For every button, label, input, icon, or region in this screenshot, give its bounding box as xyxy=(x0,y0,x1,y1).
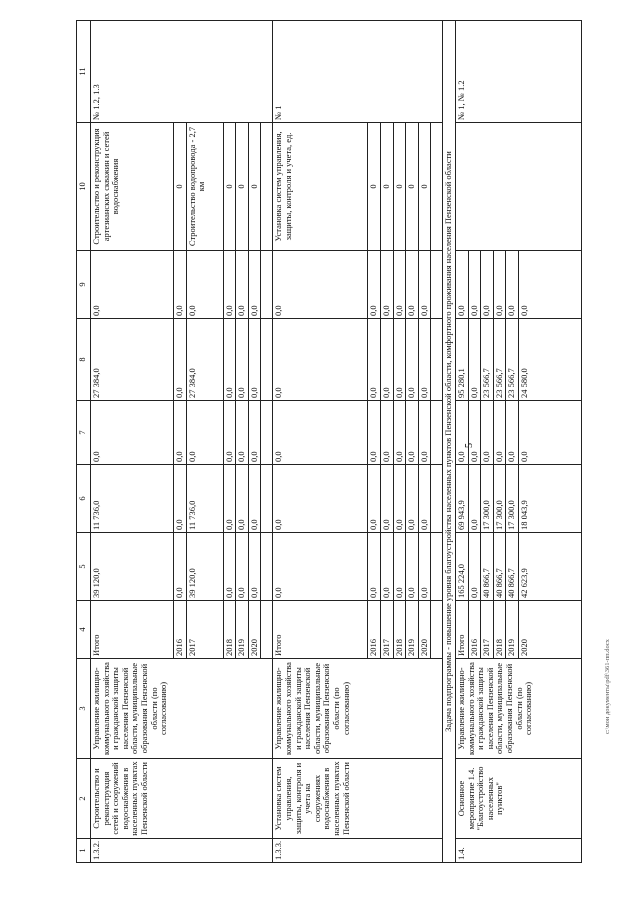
amount-cell: 0,0 xyxy=(223,465,236,533)
amount-cell: 165 224,0 xyxy=(455,533,468,601)
amount-cell: 0,0 xyxy=(406,465,419,533)
amount-cell: 11 736,0 xyxy=(91,465,174,533)
amount-cell: 0,0 xyxy=(186,251,223,319)
col-num-4: 4 xyxy=(77,601,91,659)
amount-cell: 0,0 xyxy=(506,401,519,465)
measure-title: Основное мероприятие 1.4. "Благоустройство населенных пунктов" xyxy=(455,759,581,839)
table-row-1-3-2-total xyxy=(91,21,174,863)
year-cell: 2018 xyxy=(223,601,236,659)
indicator-cell: 0 xyxy=(236,123,249,251)
indicator-cell: Установка систем управления, защиты, контроля и учета, ед. xyxy=(273,123,368,251)
amount-cell: 0,0 xyxy=(248,251,261,319)
amount-cell: 0,0 xyxy=(518,251,581,319)
year-cell: 2020 xyxy=(418,601,431,659)
year-cell: 2017 xyxy=(481,601,494,659)
amount-cell: 0,0 xyxy=(493,251,506,319)
amount-cell: 0,0 xyxy=(506,251,519,319)
amount-cell: 0,0 xyxy=(518,401,581,465)
column-number-row xyxy=(77,21,91,863)
indicator-cell: 0 xyxy=(368,123,381,251)
year-cell: 2020 xyxy=(518,601,581,659)
program-measures-table xyxy=(76,20,582,863)
amount-cell: 40 866,7 xyxy=(481,533,494,601)
indicator-cell: 0 xyxy=(418,123,431,251)
amount-cell: 0,0 xyxy=(493,401,506,465)
col-num-8: 8 xyxy=(77,319,91,401)
amount-cell: 27 384,0 xyxy=(91,319,174,401)
amount-cell: 23 566,7 xyxy=(481,319,494,401)
indicator-cell: Строительство и реконструкция артезианских скважин и сетей водоснабжения xyxy=(91,123,174,251)
total-label: Итого xyxy=(273,601,368,659)
year-cell: 2019 xyxy=(406,601,419,659)
col-num-6: 6 xyxy=(77,465,91,533)
amount-cell: 0,0 xyxy=(406,401,419,465)
col-num-11: 11 xyxy=(77,21,91,123)
amount-cell: 0,0 xyxy=(468,465,481,533)
amount-cell: 0,0 xyxy=(468,251,481,319)
col-num-7: 7 xyxy=(77,401,91,465)
amount-cell: 0,0 xyxy=(174,401,187,465)
table-row-1-4-total xyxy=(455,21,468,863)
year-cell: 2017 xyxy=(186,601,223,659)
subprogram-task-row xyxy=(443,21,456,863)
amount-cell: 39 120,0 xyxy=(91,533,174,601)
col-num-1: 1 xyxy=(77,839,91,863)
amount-cell: 40 866,7 xyxy=(506,533,519,601)
year-cell: 2016 xyxy=(174,601,187,659)
file-path-footer: c:\мои документы\pdf\361-пп.docx xyxy=(604,639,611,734)
amount-cell: 11 736,0 xyxy=(186,465,223,533)
executor-cell: Управление жилищно-коммунального хозяйства и гражданской защиты населения Пензенской области, муниципальные образования Пензенской области (по согласованию) xyxy=(455,659,581,759)
amount-cell: 27 384,0 xyxy=(186,319,223,401)
amount-cell: 39 120,0 xyxy=(186,533,223,601)
amount-cell: 0,0 xyxy=(418,465,431,533)
year-cell: 2020 xyxy=(248,601,261,659)
year-cell: 2019 xyxy=(506,601,519,659)
amount-cell: 0,0 xyxy=(468,319,481,401)
amount-cell: 0,0 xyxy=(380,465,393,533)
amount-cell: 0,0 xyxy=(236,319,249,401)
amount-cell: 0,0 xyxy=(406,533,419,601)
measure-title: Строительство и реконструкция сетей и сооружений водоснабжения в населенных пунктах Пензенской области xyxy=(91,759,273,839)
amount-cell: 0,0 xyxy=(223,533,236,601)
amount-cell: 69 943,9 xyxy=(455,465,468,533)
indicator-cell: 0 xyxy=(393,123,406,251)
amount-cell: 18 043,9 xyxy=(518,465,581,533)
year-cell: 2016 xyxy=(468,601,481,659)
total-label: Итого xyxy=(91,601,174,659)
amount-cell: 0,0 xyxy=(481,401,494,465)
amount-cell: 0,0 xyxy=(223,401,236,465)
amount-cell: 0,0 xyxy=(455,251,468,319)
amount-cell: 0,0 xyxy=(273,533,368,601)
amount-cell: 0,0 xyxy=(368,319,381,401)
amount-cell: 0,0 xyxy=(368,251,381,319)
amount-cell: 0,0 xyxy=(368,533,381,601)
amount-cell: 0,0 xyxy=(406,319,419,401)
amount-cell: 0,0 xyxy=(393,465,406,533)
amount-cell: 0,0 xyxy=(174,465,187,533)
indicator-cell: 0 xyxy=(248,123,261,251)
indicator-cell xyxy=(455,123,581,251)
col-num-9: 9 xyxy=(77,251,91,319)
amount-cell: 0,0 xyxy=(418,533,431,601)
total-label: Итого xyxy=(455,601,468,659)
executor-cell: Управление жилищно-коммунального хозяйства и гражданской защиты населения Пензенской области, муниципальные образования Пензенской области (по согласованию) xyxy=(273,659,443,759)
amount-cell: 24 580,0 xyxy=(518,319,581,401)
col-num-3: 3 xyxy=(77,659,91,759)
amount-cell: 0,0 xyxy=(236,401,249,465)
amount-cell: 0,0 xyxy=(91,251,174,319)
amount-cell: 40 866,7 xyxy=(493,533,506,601)
amount-cell: 0,0 xyxy=(380,533,393,601)
amount-cell: 0,0 xyxy=(236,465,249,533)
amount-cell: 0,0 xyxy=(248,533,261,601)
amount-cell: 0,0 xyxy=(186,401,223,465)
amount-cell: 0,0 xyxy=(393,401,406,465)
amount-cell: 42 623,9 xyxy=(518,533,581,601)
indicator-cell: 0 xyxy=(174,123,187,251)
amount-cell: 95 280,1 xyxy=(455,319,468,401)
amount-cell: 0,0 xyxy=(273,401,368,465)
amount-cell: 0,0 xyxy=(273,251,368,319)
year-cell: 2019 xyxy=(236,601,249,659)
amount-cell: 0,0 xyxy=(91,401,174,465)
subprogram-task: Задача подпрограммы - повышение уровня благоустройства населенных пунктов Пензенской области, комфортного проживания населения Пензенской области xyxy=(443,21,456,863)
amount-cell: 0,0 xyxy=(468,401,481,465)
amount-cell: 0,0 xyxy=(468,533,481,601)
amount-cell: 0,0 xyxy=(481,251,494,319)
amount-cell: 17 300,0 xyxy=(481,465,494,533)
amount-cell: 0,0 xyxy=(393,533,406,601)
amount-cell: 0,0 xyxy=(368,401,381,465)
row-number: 1.4. xyxy=(455,839,581,863)
year-cell: 2018 xyxy=(493,601,506,659)
year-cell: 2017 xyxy=(380,601,393,659)
indicator-link: № 1.2, 1.3 xyxy=(91,21,273,123)
amount-cell: 0,0 xyxy=(455,401,468,465)
amount-cell: 0,0 xyxy=(273,465,368,533)
amount-cell: 23 566,7 xyxy=(506,319,519,401)
budget-table-sheet xyxy=(76,21,581,863)
year-cell: 2018 xyxy=(393,601,406,659)
amount-cell: 17 300,0 xyxy=(493,465,506,533)
indicator-link: № 1, № 1.2 xyxy=(455,21,581,123)
amount-cell: 0,0 xyxy=(406,251,419,319)
amount-cell: 0,0 xyxy=(418,251,431,319)
indicator-cell: 0 xyxy=(223,123,236,251)
amount-cell: 0,0 xyxy=(174,251,187,319)
amount-cell: 0,0 xyxy=(380,319,393,401)
amount-cell: 0,0 xyxy=(368,465,381,533)
amount-cell: 0,0 xyxy=(236,251,249,319)
amount-cell: 0,0 xyxy=(380,401,393,465)
page-number: 5 xyxy=(464,443,475,448)
amount-cell: 23 566,7 xyxy=(493,319,506,401)
row-number: 1.3.3. xyxy=(273,839,443,863)
amount-cell: 0,0 xyxy=(174,533,187,601)
table-row-1-3-3-total xyxy=(273,21,368,863)
amount-cell: 0,0 xyxy=(174,319,187,401)
amount-cell: 0,0 xyxy=(248,319,261,401)
indicator-cell: Строительство водопровода - 2,7 км xyxy=(186,123,223,251)
amount-cell: 0,0 xyxy=(248,401,261,465)
row-number: 1.3.2. xyxy=(91,839,273,863)
executor-cell: Управление жилищно-коммунального хозяйства и гражданской защиты населения Пензенской области, муниципальные образования Пензенской области (по согласованию) xyxy=(91,659,273,759)
amount-cell: 0,0 xyxy=(236,533,249,601)
measure-title: Установка систем управления, защиты, контроля и учета на сооружениях водоснабжения в населенных пунктах Пензенской области xyxy=(273,759,443,839)
amount-cell: 0,0 xyxy=(223,251,236,319)
indicator-cell: 0 xyxy=(406,123,419,251)
col-num-10: 10 xyxy=(77,123,91,251)
amount-cell: 0,0 xyxy=(273,319,368,401)
amount-cell: 0,0 xyxy=(380,251,393,319)
amount-cell: 17 300,0 xyxy=(506,465,519,533)
amount-cell: 0,0 xyxy=(223,319,236,401)
amount-cell: 0,0 xyxy=(418,319,431,401)
amount-cell: 0,0 xyxy=(248,465,261,533)
amount-cell: 0,0 xyxy=(393,319,406,401)
col-num-5: 5 xyxy=(77,533,91,601)
amount-cell: 0,0 xyxy=(393,251,406,319)
year-cell: 2016 xyxy=(368,601,381,659)
col-num-2: 2 xyxy=(77,759,91,839)
indicator-link: № 1 xyxy=(273,21,443,123)
indicator-cell: 0 xyxy=(380,123,393,251)
amount-cell: 0,0 xyxy=(418,401,431,465)
